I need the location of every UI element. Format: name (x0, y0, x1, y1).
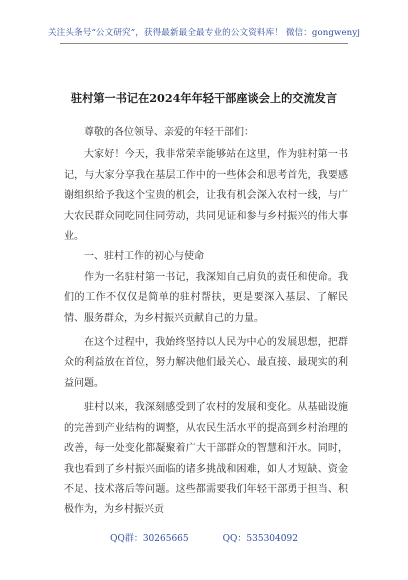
paragraph-intro: 大家好！今天，我非常荣幸能够站在这里，作为驻村第一书记，与大家分享我在基层工作中的一些体会和思考首先，我要感谢组织给予我这个宝贵的机会，让我有机会深入农村一线，与广大农民群众同吃同住同劳动，共同见证和参与乡村振兴的伟大事业。 (64, 149, 348, 243)
header-banner: 关注头条号“公文研究”，获得最新最全最专业的公文资料库！ 微信：gongwenyj (47, 28, 361, 38)
paragraph-mission: 作为一名驻村第一书记，我深知自己肩负的责任和使命。我们的工作不仅仅是简单的驻村帮扶，更是要深入基层、了解民情、服务群众，为乡村振兴贡献自己的力量。 (64, 271, 348, 324)
section-heading-1: 一、驻村工作的初心与使命 (84, 251, 204, 263)
footer-contact (0, 531, 408, 544)
document-body (64, 123, 348, 521)
document-title: 驻村第一书记在2024年年轻干部座谈会上的交流发言 (70, 91, 338, 105)
header-divider (60, 43, 348, 44)
footer-qq-number: QQ：535304092 (222, 534, 298, 544)
paragraph-people-centered: 在这个过程中，我始终坚持以人民为中心的发展思想，把群众的利益放在首位，努力解决他们最关心、最直接、最现实的利益问题。 (64, 337, 348, 389)
footer-qq-group: QQ群：30265665 (110, 534, 189, 544)
salutation: 尊敬的各位领导、亲爱的年轻干部们： (84, 127, 254, 138)
paragraph-changes: 驻村以来，我深刻感受到了农村的发展和变化。从基础设施的完善到产业结构的调整，从农民生活水平的提高到乡村治理的改善，每一处变化都凝聚着广大干部群众的智慧和汗水。同时，我也看到了乡村振兴面临的诸多挑战和困难，如人才短缺、资金不足、技术落后等问题。这些都需要我们年轻干部勇于担当、积极作为，为乡村振兴贡 (64, 402, 348, 516)
